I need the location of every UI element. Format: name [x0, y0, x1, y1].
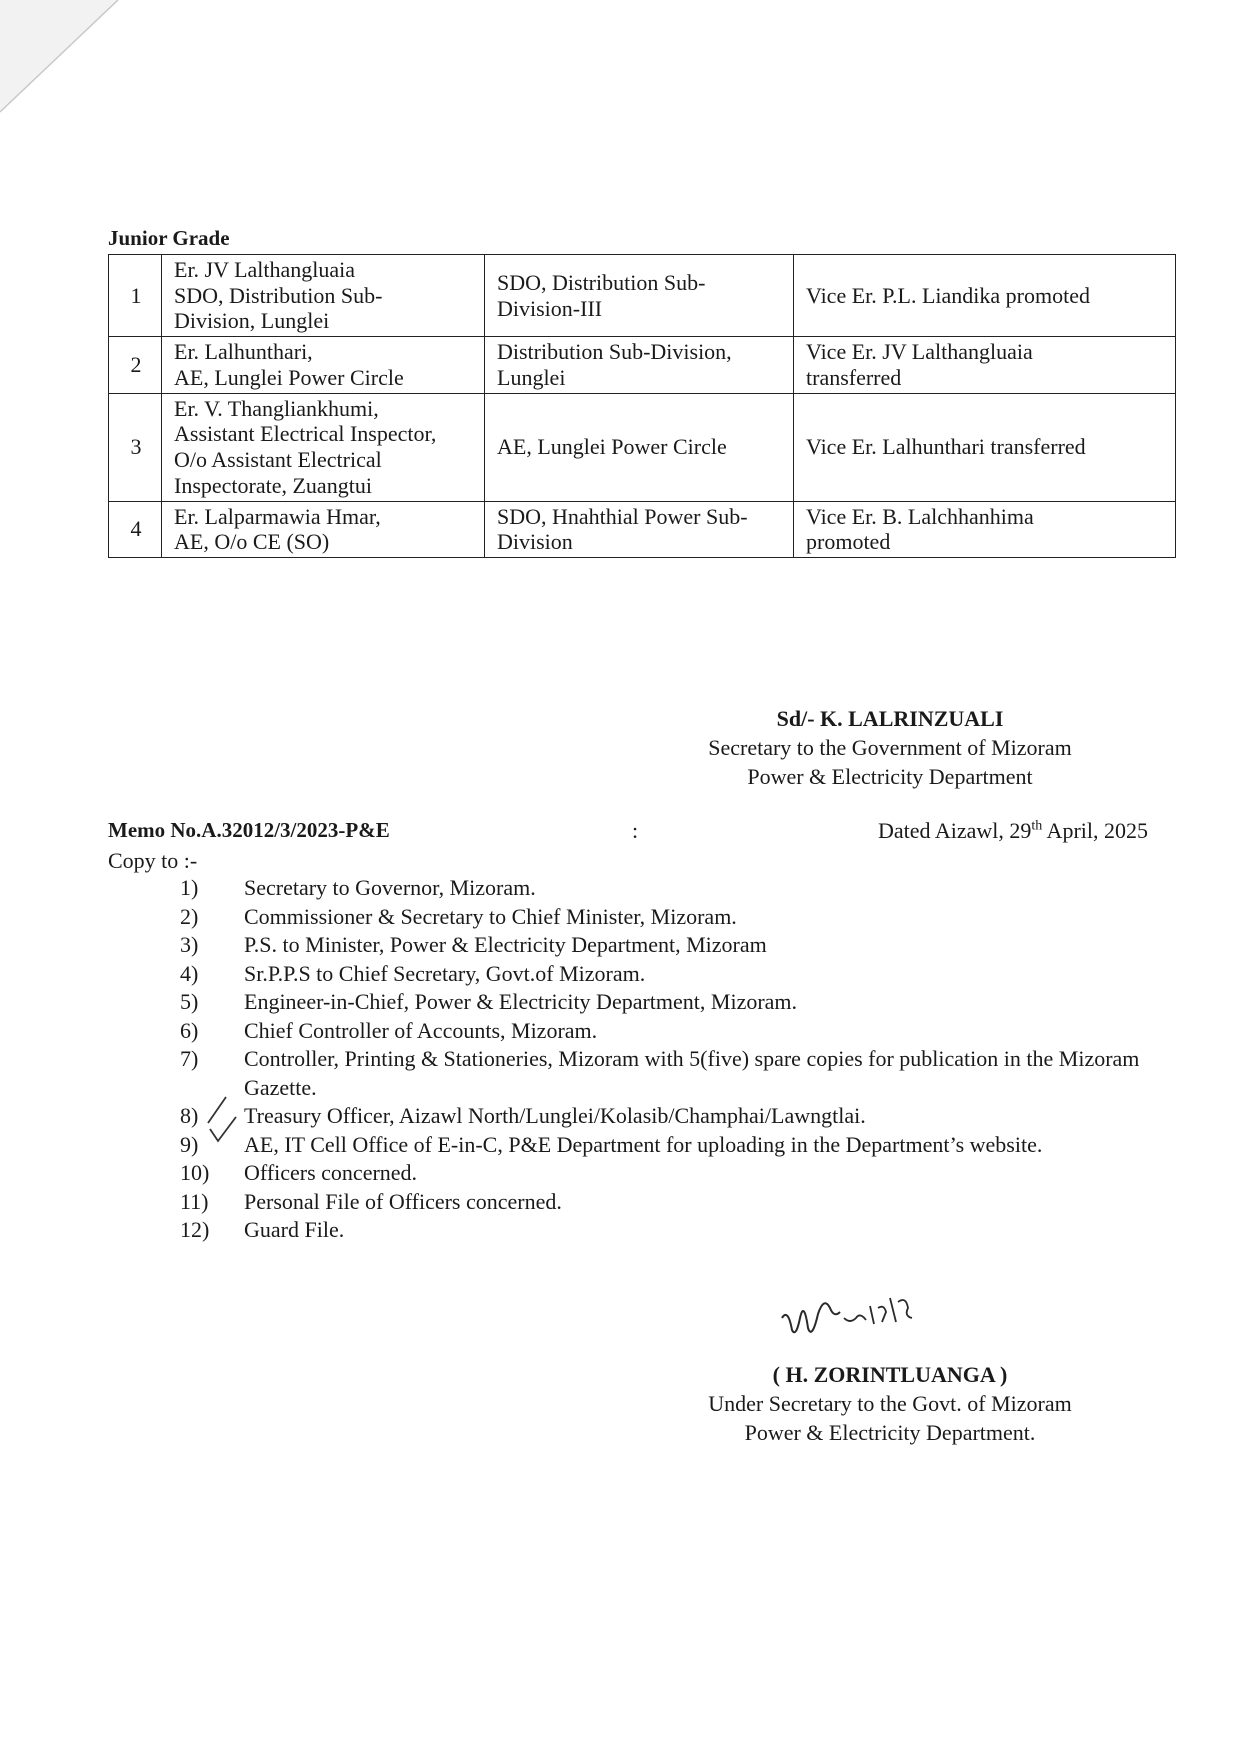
- signatory-department: Power & Electricity Department.: [744, 1420, 1036, 1445]
- memo-row: [108, 818, 1148, 848]
- posted-to-cell: SDO, Distribution Sub- Division-III: [485, 255, 794, 337]
- signatory-name: Sd/- K. LALRINZUALI: [776, 706, 1004, 731]
- posted-to-cell: SDO, Hnahthial Power Sub- Division: [485, 501, 794, 557]
- serial-number-cell: 3: [109, 393, 162, 501]
- memo-colon: :: [632, 818, 639, 843]
- list-item-number: 8): [180, 1103, 199, 1128]
- list-item: [180, 931, 1160, 960]
- list-item-text: Chief Controller of Accounts, Mizoram.: [244, 1017, 598, 1043]
- copy-to-label: Copy to :-: [108, 848, 198, 873]
- section-heading: Junior Grade: [108, 226, 230, 250]
- list-item: [180, 988, 1160, 1017]
- list-item-number: 2): [180, 903, 199, 929]
- list-item-number: 9): [180, 1131, 199, 1157]
- officer-name-cell: Er. JV Lalthangluaia SDO, Distribution Sub- Division, Lunglei: [162, 255, 485, 337]
- signatory-designation: Under Secretary to the Govt. of Mizoram: [708, 1391, 1072, 1416]
- list-item-text: Secretary to Governor, Mizoram.: [244, 875, 536, 900]
- list-item-text: Officers concerned.: [244, 1160, 418, 1185]
- table-row: [109, 501, 1176, 557]
- signatory-name: ( H. ZORINTLUANGA ): [772, 1362, 1008, 1387]
- list-item-number: 1): [180, 875, 199, 900]
- handwritten-tick-icon: [204, 1095, 254, 1155]
- serial-number-cell: 4: [109, 501, 162, 557]
- list-item-number: 3): [180, 932, 199, 957]
- posted-to-cell: Distribution Sub-Division, Lunglei: [485, 337, 794, 393]
- officer-name-cell: Er. V. Thangliankhumi, Assistant Electrical Inspector, O/o Assistant Electrical Inspectorate, Zuangtui: [162, 393, 485, 501]
- officer-name-cell: Er. Lalhunthari, AE, Lunglei Power Circle: [162, 337, 485, 393]
- list-item-number: 5): [180, 989, 199, 1014]
- handwritten-initials-icon: [778, 1278, 958, 1348]
- signatory-department: Power & Electricity Department: [747, 764, 1033, 789]
- list-item: [180, 1102, 1160, 1131]
- officer-name-cell: Er. Lalparmawia Hmar, AE, O/o CE (SO): [162, 501, 485, 557]
- list-item-text: Controller, Printing & Stationeries, Mizoram with 5(five) spare copies for publication in the Mizoram Gazette.: [244, 1046, 1140, 1100]
- list-item-number: 11): [180, 1188, 209, 1214]
- list-item: [180, 1216, 1160, 1245]
- list-item-number: 7): [180, 1046, 199, 1071]
- list-item-text: Personal File of Officers concerned.: [244, 1188, 562, 1214]
- serial-number-cell: 2: [109, 337, 162, 393]
- memo-number: Memo No.A.32012/3/2023-P&E: [108, 818, 390, 842]
- remarks-cell: Vice Er. JV Lalthangluaia transferred: [794, 337, 1176, 393]
- list-item-text: AE, IT Cell Office of E-in-C, P&E Department for uploading in the Department’s website.: [244, 1131, 1043, 1157]
- signatory-designation: Secretary to the Government of Mizoram: [708, 735, 1072, 760]
- remarks-cell: Vice Er. B. Lalchhanhima promoted: [794, 501, 1176, 557]
- table-row: [109, 337, 1176, 393]
- serial-number-cell: 1: [109, 255, 162, 337]
- list-item: [180, 1131, 1160, 1160]
- posted-to-cell: AE, Lunglei Power Circle: [485, 393, 794, 501]
- list-item: [180, 960, 1160, 989]
- list-item-text: Treasury Officer, Aizawl North/Lunglei/Kolasib/Champhai/Lawngtlai.: [244, 1103, 866, 1128]
- signature-block-under-secretary: [600, 1360, 1180, 1447]
- copy-list: [180, 874, 1160, 1245]
- remarks-cell: Vice Er. Lalhunthari transferred: [794, 393, 1176, 501]
- list-item-text: P.S. to Minister, Power & Electricity Department, Mizoram: [244, 932, 767, 957]
- memo-date: Dated Aizawl, 29th April, 2025: [878, 818, 1148, 843]
- list-item-text: Commissioner & Secretary to Chief Minister, Mizoram.: [244, 903, 737, 929]
- transfer-table: [108, 254, 1176, 558]
- remarks-cell: Vice Er. P.L. Liandika promoted: [794, 255, 1176, 337]
- list-item: [180, 1159, 1160, 1188]
- list-item-text: Sr.P.P.S to Chief Secretary, Govt.of Mizoram.: [244, 960, 646, 986]
- table-row: [109, 393, 1176, 501]
- list-item: [180, 1188, 1160, 1217]
- list-item-text: Guard File.: [244, 1217, 345, 1242]
- list-item: [180, 903, 1160, 932]
- list-item-text: Engineer-in-Chief, Power & Electricity Department, Mizoram.: [244, 989, 798, 1014]
- list-item-number: 4): [180, 960, 199, 986]
- list-item: [180, 1045, 1160, 1102]
- list-item-number: 6): [180, 1017, 199, 1043]
- list-item-number: 12): [180, 1217, 210, 1242]
- page-corner-fold: [0, 0, 120, 120]
- list-item: [180, 1017, 1160, 1046]
- signature-block-secretary: [600, 704, 1180, 791]
- table-row: [109, 255, 1176, 337]
- list-item-number: 10): [180, 1160, 210, 1185]
- list-item: [180, 874, 1160, 903]
